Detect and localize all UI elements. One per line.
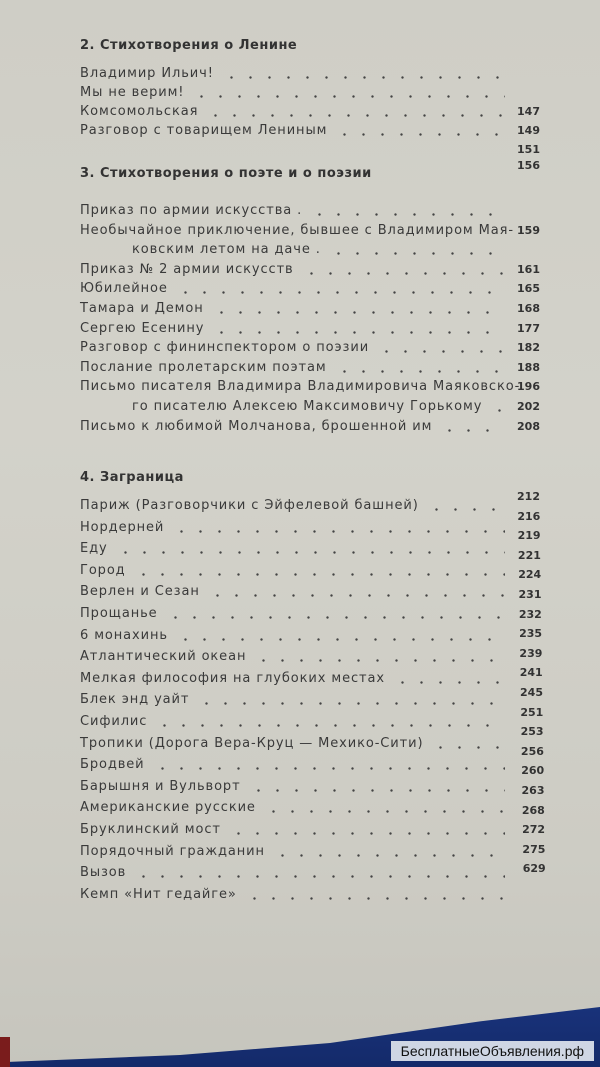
toc-page-number: 268 bbox=[521, 803, 545, 817]
toc-page-number: 216 bbox=[517, 509, 541, 523]
toc-entry-title: Бродвей bbox=[80, 757, 145, 773]
toc-entry-title: Блек энд уайт bbox=[80, 692, 190, 708]
toc-page-number: 272 bbox=[522, 823, 546, 837]
toc-page-number: 245 bbox=[520, 686, 543, 699]
toc-entry-title: Порядочный гражданин bbox=[80, 843, 265, 859]
toc-entry-title: Париж (Разговорчики с Эйфелевой башней) bbox=[80, 498, 419, 513]
toc-entry-title: Письмо писателя Владимира Владимировича Маяковско- bbox=[80, 379, 521, 395]
dot-leader bbox=[310, 213, 505, 216]
toc-page-number: 256 bbox=[520, 744, 544, 758]
toc-page-number: 151 bbox=[517, 143, 540, 156]
dot-leader bbox=[431, 746, 505, 749]
toc-entry-title: Тамара и Демон bbox=[80, 301, 204, 316]
toc-entry-title: Юбилейное bbox=[80, 281, 168, 297]
toc-entry-title: Письмо к любимой Молчанова, брошенной им bbox=[80, 418, 433, 434]
toc-entry-title: Разговор с фининспектором о поэзии bbox=[80, 340, 370, 356]
dot-leader bbox=[116, 551, 505, 554]
toc-entry-title: Город bbox=[80, 562, 126, 578]
toc-page-number: 159 bbox=[517, 223, 540, 237]
dot-leader bbox=[229, 832, 505, 835]
dot-leader bbox=[134, 875, 505, 878]
toc-entry-title: Владимир Ильич! bbox=[80, 66, 214, 81]
toc-entry-title: Вызов bbox=[80, 865, 127, 881]
toc-entry-title: Американские русские bbox=[80, 800, 256, 816]
toc-page-number: 196 bbox=[517, 380, 540, 394]
toc-page-number: 231 bbox=[518, 588, 542, 601]
toc-entry-title: Бруклинский мост bbox=[80, 822, 221, 837]
dot-leader bbox=[222, 76, 505, 79]
toc-entry-title: Послание пролетарским поэтам bbox=[80, 359, 327, 375]
toc-entry-title: Тропики (Дорога Вера-Круц — Мехико-Сити) bbox=[80, 735, 424, 751]
dot-leader bbox=[335, 370, 505, 373]
dot-leader bbox=[197, 702, 505, 705]
toc-entry-title: Прощанье bbox=[80, 606, 158, 621]
dot-leader bbox=[206, 114, 505, 117]
toc-page-number: 235 bbox=[519, 627, 543, 641]
dot-leader bbox=[208, 594, 505, 597]
dot-leader bbox=[153, 767, 505, 770]
toc-page-number: 147 bbox=[517, 105, 540, 118]
toc-page-number: 149 bbox=[517, 124, 540, 137]
section-heading: 2. Стихотворения о Ленине bbox=[80, 38, 298, 53]
toc-entry-title: Мелкая философия на глубоких местах bbox=[80, 670, 385, 686]
toc-entry-title: Приказ по армии искусства . bbox=[80, 203, 303, 218]
dot-leader bbox=[490, 409, 505, 412]
toc-entry-title: Комсомольская bbox=[80, 104, 199, 119]
toc-page-number: 253 bbox=[520, 725, 544, 739]
toc-page-number: 188 bbox=[517, 360, 540, 374]
toc-page-number: 241 bbox=[519, 666, 543, 680]
dot-leader bbox=[192, 95, 505, 98]
toc-page-number: 212 bbox=[517, 490, 540, 503]
toc-entry-title: ковским летом на даче . bbox=[132, 242, 321, 258]
toc-entry-title: Атлантический океан bbox=[80, 649, 247, 665]
toc-entry-title: Необычайное приключение, бывшее с Владимиром Мая- bbox=[80, 222, 514, 238]
dot-leader bbox=[264, 810, 505, 813]
toc-page-number: 629 bbox=[522, 862, 546, 876]
dot-leader bbox=[134, 573, 505, 576]
dot-leader bbox=[393, 681, 505, 684]
dot-leader bbox=[176, 291, 505, 294]
toc-entry-title: го писателю Алексею Максимовичу Горькому bbox=[132, 399, 483, 414]
toc-entry-title: Верлен и Сезан bbox=[80, 584, 200, 600]
toc-entry-title: Мы не верим! bbox=[80, 85, 185, 100]
section-heading: 4. Заграница bbox=[80, 470, 184, 485]
dot-leader bbox=[172, 530, 505, 533]
dot-leader bbox=[335, 133, 505, 136]
toc-page-number: 260 bbox=[521, 764, 545, 778]
toc-page-number: 232 bbox=[518, 607, 542, 621]
toc-entry-title: Еду bbox=[80, 541, 108, 557]
toc-page-number: 239 bbox=[519, 646, 543, 660]
toc-entry-title: Приказ № 2 армии искусств bbox=[80, 261, 294, 277]
toc-page-number: 219 bbox=[517, 529, 541, 543]
toc-entry-title: Сергею Есенину bbox=[80, 320, 205, 336]
toc-entry-title: Сифилис bbox=[80, 714, 148, 729]
toc-entry-title: Разговор с товарищем Лениным bbox=[80, 123, 328, 138]
dot-leader bbox=[155, 724, 505, 727]
toc-page-number: 263 bbox=[521, 784, 545, 797]
dot-leader bbox=[212, 311, 505, 314]
dot-leader bbox=[166, 616, 505, 619]
toc-entry-title: Барышня и Вульворт bbox=[80, 778, 241, 794]
dot-leader bbox=[377, 350, 505, 353]
toc-page-number: 251 bbox=[520, 705, 544, 719]
dot-leader bbox=[212, 331, 505, 334]
section-heading: 3. Стихотворения о поэте и о поэзии bbox=[80, 166, 372, 181]
toc-entry-title: Кемп «Нит гедайге» bbox=[80, 886, 237, 902]
toc-entry-title: 6 монахинь bbox=[80, 627, 168, 643]
dot-leader bbox=[427, 508, 505, 511]
toc-page-number: 202 bbox=[517, 400, 540, 413]
book-cover-red-edge bbox=[0, 1037, 10, 1067]
toc-entry-title: Нордерней bbox=[80, 519, 165, 535]
toc-page-number: 156 bbox=[517, 159, 540, 172]
dot-leader bbox=[254, 659, 505, 662]
toc-page-number: 221 bbox=[517, 548, 541, 562]
toc-page-number: 161 bbox=[517, 262, 540, 276]
watermark: БесплатныеОбъявления.рф bbox=[391, 1041, 594, 1061]
dot-leader bbox=[176, 638, 505, 641]
toc-page-number: 177 bbox=[517, 321, 540, 335]
dot-leader bbox=[249, 789, 505, 792]
dot-leader bbox=[440, 429, 505, 432]
dot-leader bbox=[329, 252, 505, 255]
toc-page-number: 275 bbox=[522, 842, 546, 856]
dot-leader bbox=[245, 897, 505, 900]
dot-leader bbox=[273, 854, 505, 857]
dot-leader bbox=[302, 272, 505, 275]
toc-page-number: 224 bbox=[518, 568, 542, 582]
toc-page-number: 168 bbox=[517, 302, 540, 315]
toc-page-number: 182 bbox=[517, 341, 540, 355]
toc-page-number: 165 bbox=[517, 282, 540, 296]
toc-page-number: 208 bbox=[517, 419, 540, 433]
